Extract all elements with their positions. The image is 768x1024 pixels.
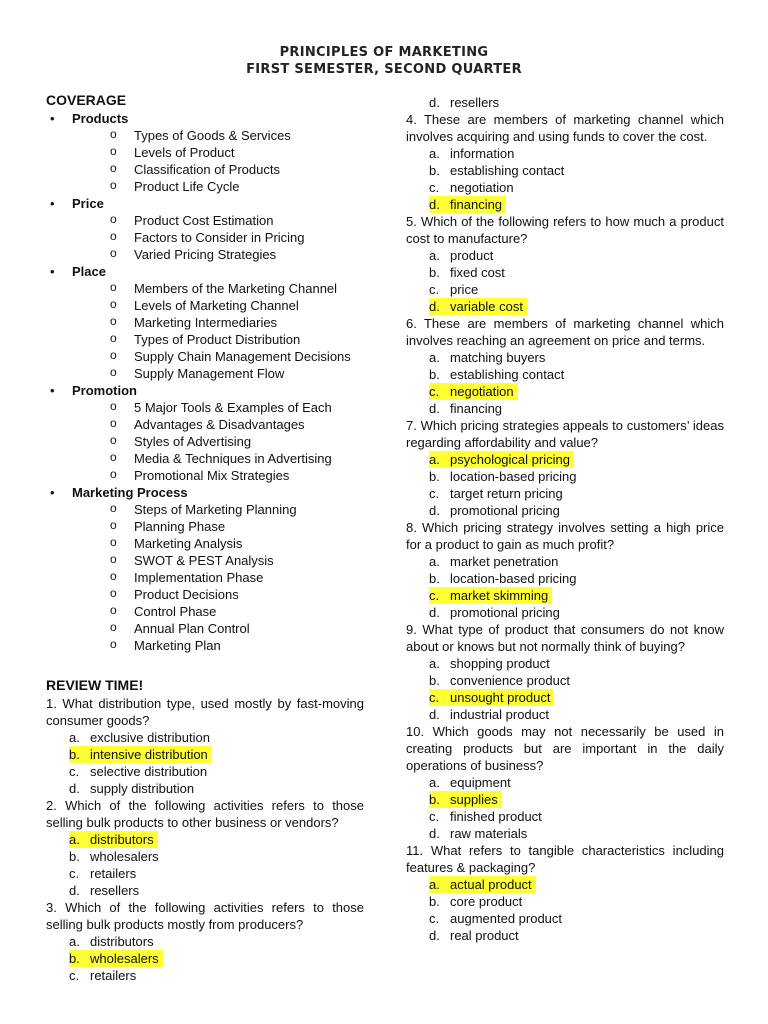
left-column xyxy=(46,92,364,984)
option-box xyxy=(429,383,518,400)
option-box xyxy=(450,706,549,723)
coverage-subtopic: o Types of Product Distribution xyxy=(72,331,364,348)
coverage-topic xyxy=(46,382,364,484)
option-text: target return pricing xyxy=(450,486,563,501)
option-letter: c. xyxy=(69,968,80,983)
option-text: shopping product xyxy=(450,656,550,671)
option-letter: c. xyxy=(429,384,440,399)
option-box xyxy=(450,893,522,910)
option-letter: a. xyxy=(429,248,440,263)
coverage-subtopic: o Varied Pricing Strategies xyxy=(72,246,364,263)
coverage-subtopic: o Supply Chain Management Decisions xyxy=(72,348,364,365)
option-box xyxy=(450,264,505,281)
coverage-topic xyxy=(46,110,364,195)
question-block xyxy=(46,899,364,984)
option-letter: b. xyxy=(429,367,440,382)
option-letter: c. xyxy=(429,282,440,297)
option-letter: a. xyxy=(429,877,440,892)
document-title: PRINCIPLES OF MARKETING xyxy=(279,45,489,60)
coverage-topic-title: Place xyxy=(72,264,106,279)
question-block xyxy=(406,315,724,417)
option-text: retailers xyxy=(90,866,137,881)
option-box xyxy=(429,587,552,604)
option-box xyxy=(450,94,499,111)
option-letter: c. xyxy=(69,866,80,881)
answer-option xyxy=(406,281,724,298)
option-letter: c. xyxy=(429,486,440,501)
answer-option-highlighted xyxy=(406,298,724,315)
option-box xyxy=(429,791,502,808)
option-text: convenience product xyxy=(450,673,570,688)
option-letter: d. xyxy=(429,401,440,416)
option-letter: c. xyxy=(429,809,440,824)
option-box xyxy=(69,950,163,967)
option-text: location-based pricing xyxy=(450,469,577,484)
coverage-subtopic-list xyxy=(72,212,364,263)
option-box xyxy=(450,570,576,587)
option-letter: a. xyxy=(69,730,80,745)
option-letter: d. xyxy=(429,197,440,212)
coverage-subtopic: o SWOT & PEST Analysis xyxy=(72,552,364,569)
option-box xyxy=(90,933,154,950)
option-text: information xyxy=(450,146,515,161)
option-text: negotiation xyxy=(450,180,514,195)
option-text: matching buyers xyxy=(450,350,546,365)
answer-option xyxy=(46,763,364,780)
coverage-subtopic: o 5 Major Tools & Examples of Each xyxy=(72,399,364,416)
option-box xyxy=(450,145,514,162)
option-box xyxy=(90,882,139,899)
answer-option xyxy=(46,933,364,950)
option-text: unsought product xyxy=(450,690,551,705)
answer-option-highlighted xyxy=(406,196,724,213)
coverage-subtopic: o Product Life Cycle xyxy=(72,178,364,195)
option-letter: c. xyxy=(429,911,440,926)
option-letter: b. xyxy=(429,792,440,807)
question-block xyxy=(406,111,724,213)
option-text: promotional pricing xyxy=(450,605,560,620)
coverage-subtopic: o Promotional Mix Strategies xyxy=(72,467,364,484)
answer-option xyxy=(406,145,724,162)
coverage-subtopic: o Control Phase xyxy=(72,603,364,620)
answer-option-highlighted xyxy=(406,383,724,400)
option-box xyxy=(450,349,545,366)
option-box xyxy=(450,179,514,196)
option-text: resellers xyxy=(450,95,500,110)
option-box xyxy=(450,485,563,502)
answer-option xyxy=(406,774,724,791)
option-text: finished product xyxy=(450,809,542,824)
question-block xyxy=(406,213,724,315)
option-letter: b. xyxy=(429,673,440,688)
answer-option xyxy=(46,780,364,797)
answer-option xyxy=(406,349,724,366)
answer-option xyxy=(406,485,724,502)
question-block xyxy=(406,621,724,723)
answer-option xyxy=(406,94,724,111)
option-text: location-based pricing xyxy=(450,571,577,586)
coverage-subtopic-list xyxy=(72,280,364,382)
coverage-subtopic: o Supply Management Flow xyxy=(72,365,364,382)
answer-option xyxy=(406,400,724,417)
option-letter: a. xyxy=(69,832,80,847)
question-text: 6. These are members of marketing channel which involves reaching an agreement on price and terms. xyxy=(406,316,724,348)
answer-option xyxy=(406,162,724,179)
coverage-list xyxy=(46,110,364,654)
coverage-subtopic: o Levels of Product xyxy=(72,144,364,161)
answer-option xyxy=(406,468,724,485)
answer-option-highlighted xyxy=(46,746,364,763)
coverage-subtopic: o Factors to Consider in Pricing xyxy=(72,229,364,246)
question-text: 3. Which of the following activities refers to those selling bulk products mostly from producers? xyxy=(46,900,364,932)
option-letter: d. xyxy=(429,605,440,620)
option-text: variable cost xyxy=(450,299,523,314)
answer-option-highlighted xyxy=(406,587,724,604)
option-letter: b. xyxy=(429,265,440,280)
option-text: intensive distribution xyxy=(90,747,208,762)
option-letter: d. xyxy=(429,928,440,943)
option-box xyxy=(450,247,493,264)
option-text: industrial product xyxy=(450,707,549,722)
question-text: 7. Which pricing strategies appeals to customers’ ideas regarding affordability and value? xyxy=(406,418,724,450)
option-letter: a. xyxy=(69,934,80,949)
option-text: supply distribution xyxy=(90,781,195,796)
question-block xyxy=(406,94,724,111)
question-block xyxy=(406,842,724,944)
question-text: 9. What type of product that consumers do not know about or knows but not normally think of buying? xyxy=(406,622,724,654)
option-letter: b. xyxy=(429,469,440,484)
option-box xyxy=(429,689,554,706)
answer-option xyxy=(406,366,724,383)
coverage-topic-title: Price xyxy=(72,196,104,211)
answer-option xyxy=(406,706,724,723)
answer-option xyxy=(406,825,724,842)
option-letter: b. xyxy=(429,894,440,909)
answer-option-highlighted xyxy=(406,791,724,808)
option-box xyxy=(429,196,506,213)
option-text: financing xyxy=(450,197,503,212)
option-text: equipment xyxy=(450,775,511,790)
option-text: negotiation xyxy=(450,384,514,399)
coverage-subtopic: o Steps of Marketing Planning xyxy=(72,501,364,518)
document-subtitle: FIRST SEMESTER, SECOND QUARTER xyxy=(246,62,522,77)
question-text: 1. What distribution type, used mostly by fast-moving consumer goods? xyxy=(46,696,364,728)
option-box xyxy=(450,502,560,519)
answer-option xyxy=(46,967,364,984)
option-box xyxy=(450,400,502,417)
question-text: 8. Which pricing strategy involves setting a high price for a product to gain as much profit? xyxy=(406,520,724,552)
option-letter: c. xyxy=(429,588,440,603)
option-box xyxy=(90,729,210,746)
answer-option xyxy=(406,264,724,281)
option-box xyxy=(450,468,576,485)
coverage-subtopic: o Planning Phase xyxy=(72,518,364,535)
coverage-subtopic-list xyxy=(72,127,364,195)
coverage-topic-title: Products xyxy=(72,111,129,126)
option-text: promotional pricing xyxy=(450,503,560,518)
option-box xyxy=(450,162,564,179)
option-box xyxy=(450,281,478,298)
option-text: distributors xyxy=(90,832,154,847)
option-text: market penetration xyxy=(450,554,559,569)
option-box xyxy=(429,451,574,468)
option-text: resellers xyxy=(90,883,140,898)
answer-option xyxy=(406,910,724,927)
answer-option-highlighted xyxy=(46,950,364,967)
answer-option xyxy=(406,247,724,264)
option-text: raw materials xyxy=(450,826,528,841)
option-box xyxy=(450,604,560,621)
answer-option-highlighted xyxy=(406,876,724,893)
option-text: financing xyxy=(450,401,503,416)
question-block xyxy=(46,797,364,899)
coverage-topic xyxy=(46,195,364,263)
option-text: distributors xyxy=(90,934,154,949)
answer-option xyxy=(406,893,724,910)
answer-option xyxy=(46,865,364,882)
option-text: exclusive distribution xyxy=(90,730,210,745)
answer-option-highlighted xyxy=(406,451,724,468)
answer-option xyxy=(46,729,364,746)
question-block xyxy=(406,417,724,519)
option-box xyxy=(450,553,558,570)
answer-option xyxy=(406,655,724,672)
option-box xyxy=(90,865,136,882)
option-letter: c. xyxy=(429,180,440,195)
option-text: market skimming xyxy=(450,588,549,603)
answer-option xyxy=(46,848,364,865)
coverage-topic xyxy=(46,263,364,382)
coverage-subtopic: o Annual Plan Control xyxy=(72,620,364,637)
option-box xyxy=(90,967,136,984)
coverage-subtopic: o Product Cost Estimation xyxy=(72,212,364,229)
coverage-heading: COVERAGE xyxy=(46,92,127,108)
coverage-topic xyxy=(46,484,364,654)
option-letter: d. xyxy=(429,826,440,841)
option-box xyxy=(450,927,519,944)
option-box xyxy=(90,780,194,797)
option-box xyxy=(450,825,527,842)
option-text: augmented product xyxy=(450,911,563,926)
answer-option xyxy=(406,672,724,689)
answer-option xyxy=(406,927,724,944)
option-text: establishing contact xyxy=(450,163,565,178)
option-letter: b. xyxy=(69,747,80,762)
option-letter: a. xyxy=(429,146,440,161)
coverage-subtopic: o Members of the Marketing Channel xyxy=(72,280,364,297)
question-block xyxy=(406,519,724,621)
review-heading: REVIEW TIME! xyxy=(46,677,144,693)
option-box xyxy=(69,831,158,848)
option-letter: c. xyxy=(429,690,440,705)
option-text: supplies xyxy=(450,792,498,807)
question-text: 2. Which of the following activities refers to those selling bulk products to other business or vendors? xyxy=(46,798,364,830)
option-letter: a. xyxy=(429,775,440,790)
option-letter: d. xyxy=(429,707,440,722)
option-text: psychological pricing xyxy=(450,452,570,467)
right-questions xyxy=(406,94,724,944)
answer-option xyxy=(406,808,724,825)
option-letter: d. xyxy=(69,883,80,898)
option-text: core product xyxy=(450,894,523,909)
option-box xyxy=(450,672,570,689)
answer-option xyxy=(406,502,724,519)
answer-option xyxy=(406,553,724,570)
option-letter: b. xyxy=(429,571,440,586)
option-box xyxy=(69,746,212,763)
option-letter: c. xyxy=(69,764,80,779)
coverage-subtopic: o Product Decisions xyxy=(72,586,364,603)
option-text: fixed cost xyxy=(450,265,505,280)
option-letter: a. xyxy=(429,452,440,467)
question-text: 10. Which goods may not necessarily be used in creating products but are important in the daily operations of business? xyxy=(406,724,724,773)
question-text: 5. Which of the following refers to how much a product cost to manufacture? xyxy=(406,214,724,246)
coverage-subtopic: o Levels of Marketing Channel xyxy=(72,297,364,314)
answer-option xyxy=(406,179,724,196)
option-box xyxy=(90,848,159,865)
option-text: wholesalers xyxy=(90,951,159,966)
option-letter: d. xyxy=(429,503,440,518)
option-text: selective distribution xyxy=(90,764,208,779)
document-header xyxy=(0,44,768,78)
coverage-subtopic: o Advantages & Disadvantages xyxy=(72,416,364,433)
option-box xyxy=(450,655,550,672)
option-text: actual product xyxy=(450,877,532,892)
option-letter: d. xyxy=(429,95,440,110)
coverage-subtopic-list xyxy=(72,501,364,654)
answer-option xyxy=(46,882,364,899)
option-box xyxy=(450,808,542,825)
answer-option xyxy=(406,570,724,587)
option-box xyxy=(90,763,207,780)
option-letter: b. xyxy=(69,849,80,864)
option-text: price xyxy=(450,282,479,297)
option-box xyxy=(450,366,564,383)
coverage-subtopic: o Marketing Intermediaries xyxy=(72,314,364,331)
option-letter: d. xyxy=(429,299,440,314)
coverage-topic-title: Promotion xyxy=(72,383,137,398)
option-box xyxy=(450,910,562,927)
option-letter: b. xyxy=(429,163,440,178)
coverage-subtopic-list xyxy=(72,399,364,484)
coverage-subtopic: o Marketing Analysis xyxy=(72,535,364,552)
coverage-subtopic: o Styles of Advertising xyxy=(72,433,364,450)
option-letter: b. xyxy=(69,951,80,966)
coverage-subtopic: o Classification of Products xyxy=(72,161,364,178)
coverage-subtopic: o Implementation Phase xyxy=(72,569,364,586)
option-text: product xyxy=(450,248,494,263)
option-letter: d. xyxy=(69,781,80,796)
question-text: 11. What refers to tangible characteristics including features & packaging? xyxy=(406,843,724,875)
answer-option-highlighted xyxy=(46,831,364,848)
option-box xyxy=(450,774,511,791)
right-column xyxy=(406,94,724,944)
option-text: retailers xyxy=(90,968,137,983)
question-text: 4. These are members of marketing channel which involves acquiring and using funds to cover the cost. xyxy=(406,112,724,144)
coverage-subtopic: o Types of Goods & Services xyxy=(72,127,364,144)
coverage-subtopic: o Media & Techniques in Advertising xyxy=(72,450,364,467)
option-letter: a. xyxy=(429,554,440,569)
option-letter: a. xyxy=(429,656,440,671)
option-text: establishing contact xyxy=(450,367,565,382)
answer-option-highlighted xyxy=(406,689,724,706)
option-box xyxy=(429,298,527,315)
coverage-topic-title: Marketing Process xyxy=(72,485,188,500)
option-text: wholesalers xyxy=(90,849,159,864)
answer-option xyxy=(406,604,724,621)
coverage-subtopic: o Marketing Plan xyxy=(72,637,364,654)
option-box xyxy=(429,876,536,893)
option-text: real product xyxy=(450,928,519,943)
option-letter: a. xyxy=(429,350,440,365)
left-questions xyxy=(46,695,364,984)
question-block xyxy=(406,723,724,842)
question-block xyxy=(46,695,364,797)
